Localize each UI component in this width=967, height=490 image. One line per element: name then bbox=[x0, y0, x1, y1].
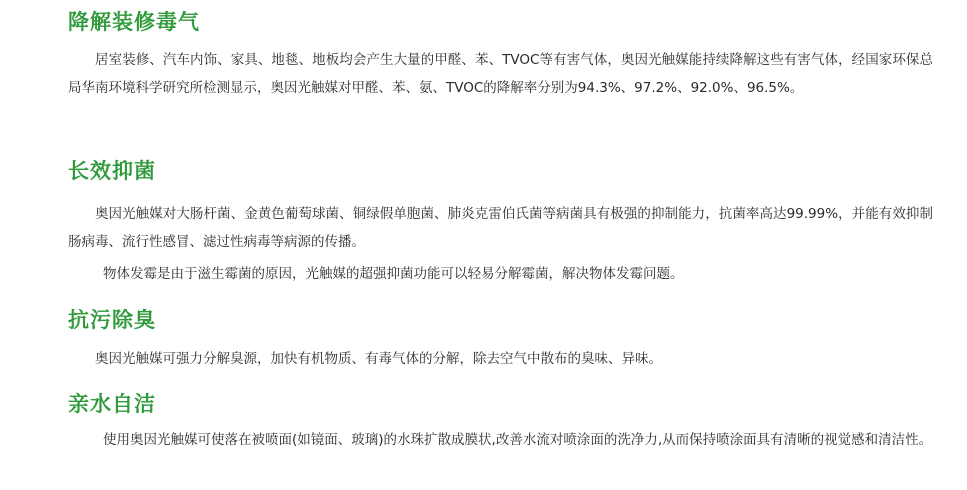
section-heading-decompose-toxins: 降解装修毒气 bbox=[68, 10, 200, 34]
section-heading-antibacterial: 长效抑菌 bbox=[68, 159, 156, 183]
section-paragraph-antimold: 物体发霉是由于滋生霉菌的原因，光触媒的超强抑菌功能可以轻易分解霉菌，解决物体发霉问题。 bbox=[103, 266, 684, 282]
section-paragraph-antibacterial: 奥因光触媒对大肠杆菌、金黄色葡萄球菌、铜绿假单胞菌、肺炎克雷伯氏菌等病菌具有极强的抑制能力，抗菌率高达99.99%，并能有效抑制肠病毒、流行性感冒、滤过性病毒等病源的传播。 bbox=[68, 206, 933, 250]
section-paragraph-self-cleaning: 使用奥因光触媒可使落在被喷面(如镜面、玻璃)的水珠扩散成膜状,改善水流对喷涂面的洗净力,从而保持喷涂面具有清晰的视觉感和清洁性。 bbox=[103, 432, 933, 448]
section-heading-deodorize: 抗污除臭 bbox=[68, 308, 156, 332]
section-paragraph-deodorize: 奥因光触媒可强力分解臭源，加快有机物质、有毒气体的分解，除去空气中散布的臭味、异味。 bbox=[95, 351, 662, 367]
section-heading-self-cleaning: 亲水自洁 bbox=[68, 392, 156, 416]
section-paragraph-decompose-toxins: 居室装修、汽车内饰、家具、地毯、地板均会产生大量的甲醛、苯、TVOC等有害气体，奥因光触媒能持续降解这些有害气体，经国家环保总局华南环境科学研究所检测显示，奥因光触媒对甲醛、苯、氨、TVOC的降解率分别为94.3%、97.2%、92.0%、96.5%。 bbox=[68, 52, 933, 96]
